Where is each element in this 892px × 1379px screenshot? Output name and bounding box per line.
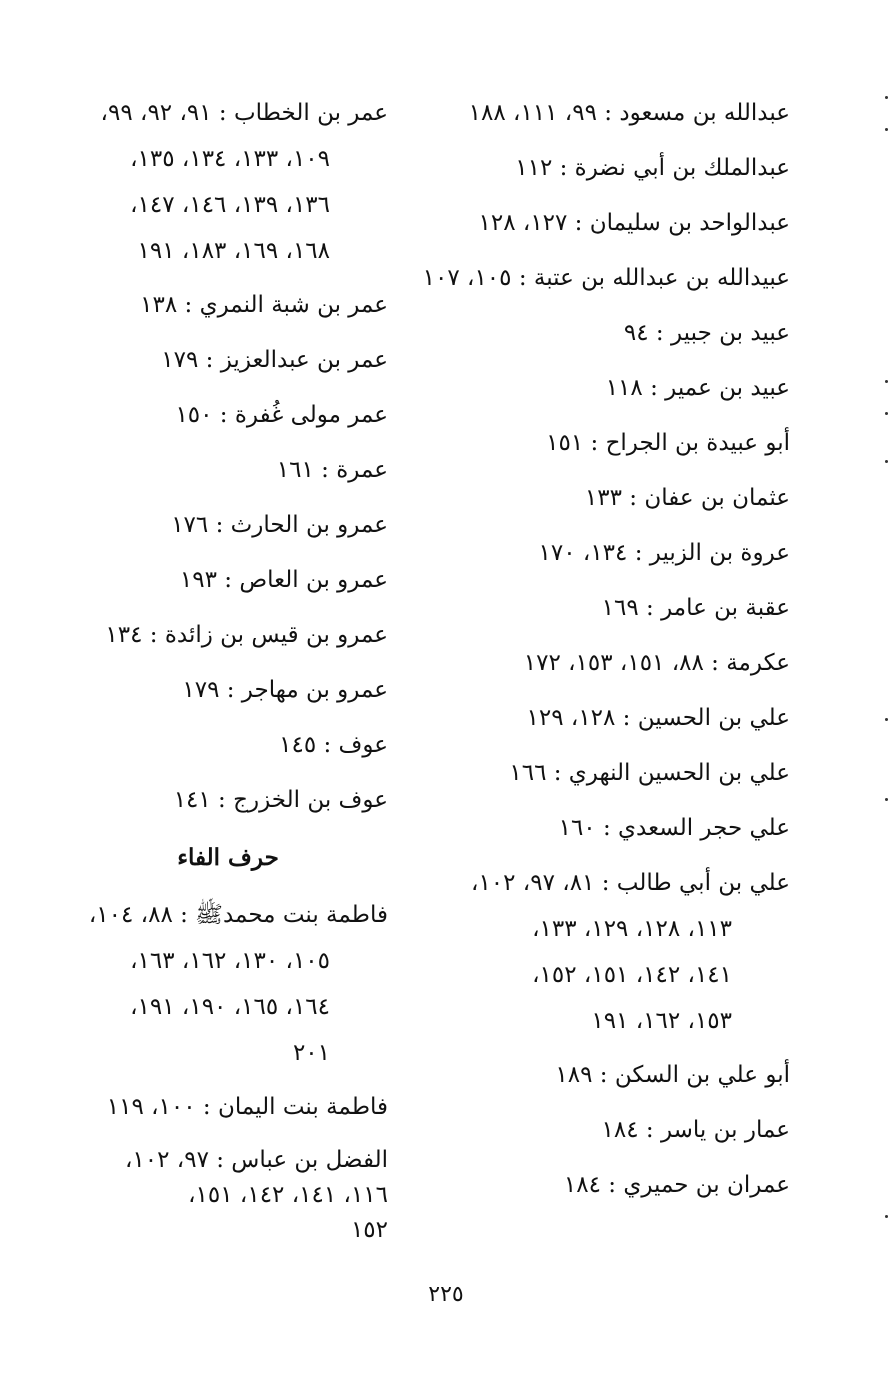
entry-text: علي بن أبي طالب : ٨١، ٩٧، ١٠٢،: [471, 870, 790, 896]
entry-continuation: ١٣٦، ١٣٩، ١٤٦، ١٤٧،: [130, 192, 330, 218]
entry-text: علي حجر السعدي : ١٦٠: [558, 815, 790, 841]
entry-text: أبو عبيدة بن الجراح : ١٥١: [546, 430, 790, 456]
index-entry: [420, 1048, 790, 1103]
index-entry: [420, 526, 790, 581]
entry-text: عبدالله بن مسعود : ٩٩، ١١١، ١٨٨: [468, 100, 790, 126]
entry-text: عوف بن الخزرج : ١٤١: [173, 787, 388, 813]
index-column-left: [68, 86, 388, 1252]
entry-text: عمرة : ١٦١: [276, 457, 388, 483]
index-entry: [420, 416, 790, 471]
scan-mark: [885, 1215, 888, 1218]
index-column-right: [420, 86, 790, 1213]
entry-text: عمر بن عبدالعزيز : ١٧٩: [161, 347, 388, 373]
entry-text: عقبة بن عامر : ١٦٩: [601, 595, 790, 621]
entry-text: عكرمة : ٨٨، ١٥١، ١٥٣، ١٧٢: [523, 650, 790, 676]
entry-text: عمرو بن قيس بن زائدة : ١٣٤: [105, 622, 388, 648]
index-entry: [420, 746, 790, 801]
entry-text: عمر بن الخطاب : ٩١، ٩٢، ٩٩،: [100, 100, 388, 126]
entry-text: عبدالواحد بن سليمان : ١٢٧، ١٢٨: [478, 210, 790, 236]
index-entry: [420, 361, 790, 416]
entry-continuation: ١٦٨، ١٦٩، ١٨٣، ١٩١: [137, 238, 330, 264]
entry-text: فاطمة بنت محمدﷺ : ٨٨، ١٠٤،: [88, 902, 388, 928]
entry-continuation: ١٥٣، ١٦٢، ١٩١: [591, 1008, 732, 1034]
index-entry: [420, 1103, 790, 1158]
section-heading: حرف الفاء: [177, 844, 279, 871]
entry-continuation: ١١٣، ١٢٨، ١٢٩، ١٣٣،: [532, 916, 732, 942]
index-entry: [68, 333, 388, 388]
page-number: ٢٢٥: [428, 1282, 464, 1307]
index-entry: [68, 1080, 388, 1135]
index-entry: [68, 553, 388, 608]
index-entry: [420, 801, 790, 856]
scan-mark: [885, 96, 888, 99]
entry-text: عثمان بن عفان : ١٣٣: [584, 485, 790, 511]
entry-continuation: ٢٠١: [292, 1040, 330, 1066]
scan-mark: [885, 380, 888, 383]
entry-text: علي بن الحسين : ١٢٨، ١٢٩: [526, 705, 790, 731]
index-entry: [420, 306, 790, 361]
index-entry: [68, 278, 388, 333]
entry-text: فاطمة بنت اليمان : ١٠٠، ١١٩: [106, 1094, 388, 1120]
scan-mark: [885, 128, 888, 131]
index-entry: [420, 251, 790, 306]
index-entry: [68, 663, 388, 718]
index-entry: [68, 888, 388, 1080]
index-entry: [68, 388, 388, 443]
index-entry: [68, 498, 388, 553]
entry-continuation: ١٦٤، ١٦٥، ١٩٠، ١٩١،: [130, 994, 330, 1020]
entry-text: عبيد بن جبير : ٩٤: [623, 320, 790, 346]
index-entry: [420, 86, 790, 141]
entry-text: الفضل بن عباس : ٩٧، ١٠٢،: [124, 1147, 388, 1173]
entry-text: عمرو بن مهاجر : ١٧٩: [182, 677, 388, 703]
scan-mark: [885, 718, 888, 721]
scan-mark: [885, 460, 888, 463]
index-entry: [68, 718, 388, 773]
entry-continuation: ١٠٩، ١٣٣، ١٣٤، ١٣٥،: [130, 146, 330, 172]
entry-continuation: ١٥٢: [350, 1217, 388, 1243]
entry-text: عمار بن ياسر : ١٨٤: [601, 1117, 790, 1143]
entry-text: أبو علي بن السكن : ١٨٩: [555, 1062, 790, 1088]
index-entry: [68, 1135, 388, 1252]
index-entry: [420, 471, 790, 526]
index-entry: [420, 1158, 790, 1213]
entry-text: عبيد بن عمير : ١١٨: [605, 375, 790, 401]
entry-text: عوف : ١٤٥: [279, 732, 388, 758]
entry-text: عمر مولى غُفرة : ١٥٠: [175, 402, 388, 428]
index-entry: [420, 856, 790, 1048]
index-entry: [68, 86, 388, 278]
index-entry: [68, 443, 388, 498]
index-entry: [420, 581, 790, 636]
entry-text: عبيدالله بن عبدالله بن عتبة : ١٠٥، ١٠٧: [422, 265, 790, 291]
entry-text: عمر بن شبة النمري : ١٣٨: [140, 292, 388, 318]
entry-text: عبدالملك بن أبي نضرة : ١١٢: [515, 155, 790, 181]
index-entry: [420, 141, 790, 196]
entry-continuation: ١٤١، ١٤٢، ١٥١، ١٥٢،: [532, 962, 732, 988]
index-entry: [68, 608, 388, 663]
index-entry: [68, 773, 388, 828]
entry-continuation: ١٠٥، ١٣٠، ١٦٢، ١٦٣،: [130, 948, 330, 974]
entry-text: عمرو بن الحارث : ١٧٦: [171, 512, 388, 538]
index-entry: [420, 636, 790, 691]
entry-text: عمرو بن العاص : ١٩٣: [179, 567, 388, 593]
entry-continuation: ١١٦، ١٤١، ١٤٢، ١٥١،: [188, 1182, 388, 1208]
entry-text: علي بن الحسين النهري : ١٦٦: [509, 760, 790, 786]
entry-text: عروة بن الزبير : ١٣٤، ١٧٠: [538, 540, 790, 566]
entry-text: عمران بن حميري : ١٨٤: [563, 1172, 790, 1198]
scan-mark: [885, 412, 888, 415]
index-entry: [420, 196, 790, 251]
scan-mark: [885, 798, 888, 801]
index-entry: [420, 691, 790, 746]
